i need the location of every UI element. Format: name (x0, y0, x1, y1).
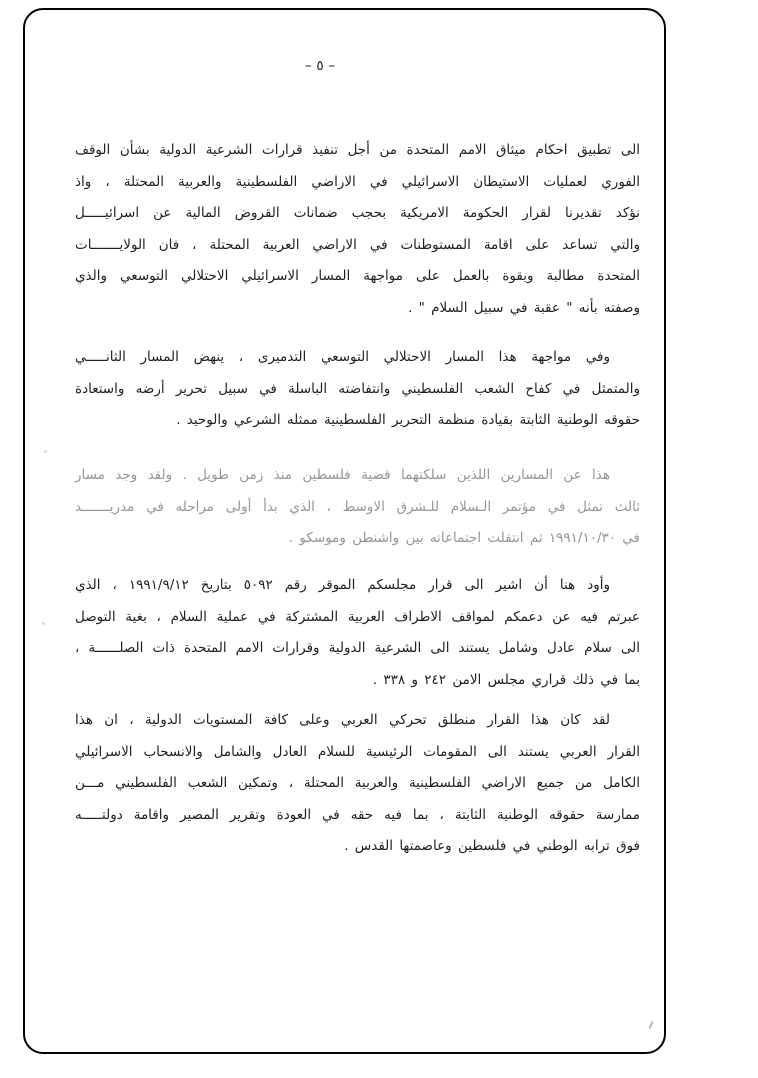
text-line: عبرتم فيه عن دعمكم لمواقف الاطراف العربية المشتركة في عملية السلام ، بغية التوصل (75, 608, 640, 625)
text-line: الكامل من جميع الاراضي الفلسطينية والعربية المحتلة ، وتمكين الشعب الفلسطيني مـــن (75, 775, 640, 791)
text-line: نؤكد تقديرنا لقرار الحكومة الامريكية بحجب ضمانات القروض المالية عن اسرائيـــــل (75, 205, 640, 221)
text-line: في ١٩٩١/١٠/٣٠ ثم انتقلت اجتماعاته بين واشنطن وموسكو . (288, 530, 640, 546)
text-line: فوق ترابه الوطني في فلسطين وعاصمتها القدس . (344, 838, 640, 854)
text-line: والتي تساعد على اقامة المستوطنات في الاراضي العربية المحتلة ، فان الولايـــــــات (75, 236, 640, 253)
scan-speck (44, 450, 47, 453)
text-line: وصفته بأنه " عقبة في سبيل السلام " . (408, 299, 640, 316)
text-line: بما في ذلك قراري مجلس الامن ٢٤٢ و ٣٣٨ . (372, 671, 640, 688)
text-line: لقد كان هذا القرار منطلق تحركي العربي وعلى كافة المستويات الدولية ، ان هذا (75, 712, 610, 728)
text-line: الى سلام عادل وشامل يستند الى الشرعية الدولية وقرارات الامم المتحدة ذات الصلــــــة ، (75, 640, 640, 656)
text-line: حقوقه الوطنية الثابتة بقيادة منظمة التحرير الفلسطينية ممثله الشرعي والوحيد . (176, 412, 640, 428)
paragraph-4 (75, 570, 640, 696)
text-line: الى تطبيق احكام ميثاق الامم المتحدة من أجل تنفيذ قرارات الشرعية الدولية بشأن الوقف (75, 142, 640, 158)
paragraph-2 (75, 342, 640, 437)
paragraph-5 (75, 705, 640, 863)
text-line: هذا عن المسارين اللذين سلكتهما قضية فلسطين منذ زمن طويل . ولقد وجد مسار (75, 467, 610, 483)
text-line: القرار العربي يستند الى المقومات الرئيسية للسلام العادل والشامل والانسحاب الاسرائيلي (75, 743, 640, 760)
paragraph-3-faint (75, 460, 640, 555)
text-line: والمتمثل في كفاح الشعب الفلسطيني وانتفاضته الباسلة في سبيل تحرير أرضه واستعادة (75, 380, 640, 397)
paragraph-1 (75, 135, 640, 324)
text-line: وأود هنا أن اشير الى قرار مجلسكم الموقر رقم ٥٠٩٢ بتاريخ ١٩٩١/٩/١٢ ، الذي (75, 577, 610, 593)
text-line: الفوري لعمليات الاستيطان الاسرائيلي في الاراضي الفلسطينية والعربية المحتلة ، واذ (75, 173, 640, 190)
scan-speck (42, 622, 45, 625)
text-line: ثالث تمثل في مؤتمر الـسلام للـشرق الاوسط ، الذي بدأ أولى مراحله في مدريـــــــد (75, 498, 640, 515)
page-number: – ٥ – (304, 58, 336, 74)
text-line: ممارسة حقوقه الوطنية الثابتة ، بما فيه حقه في العودة وتقرير المصير واقامة دولتـــــه (75, 806, 640, 823)
text-line: وفي مواجهة هذا المسار الاحتلالي التوسعي التدميرى ، ينهض المسار الثانـــــي (75, 349, 610, 365)
text-line: المتحدة مطالبة وبقوة بالعمل على مواجهة المسار الاسرائيلي الاحتلالي التوسعي والذي (75, 268, 640, 284)
